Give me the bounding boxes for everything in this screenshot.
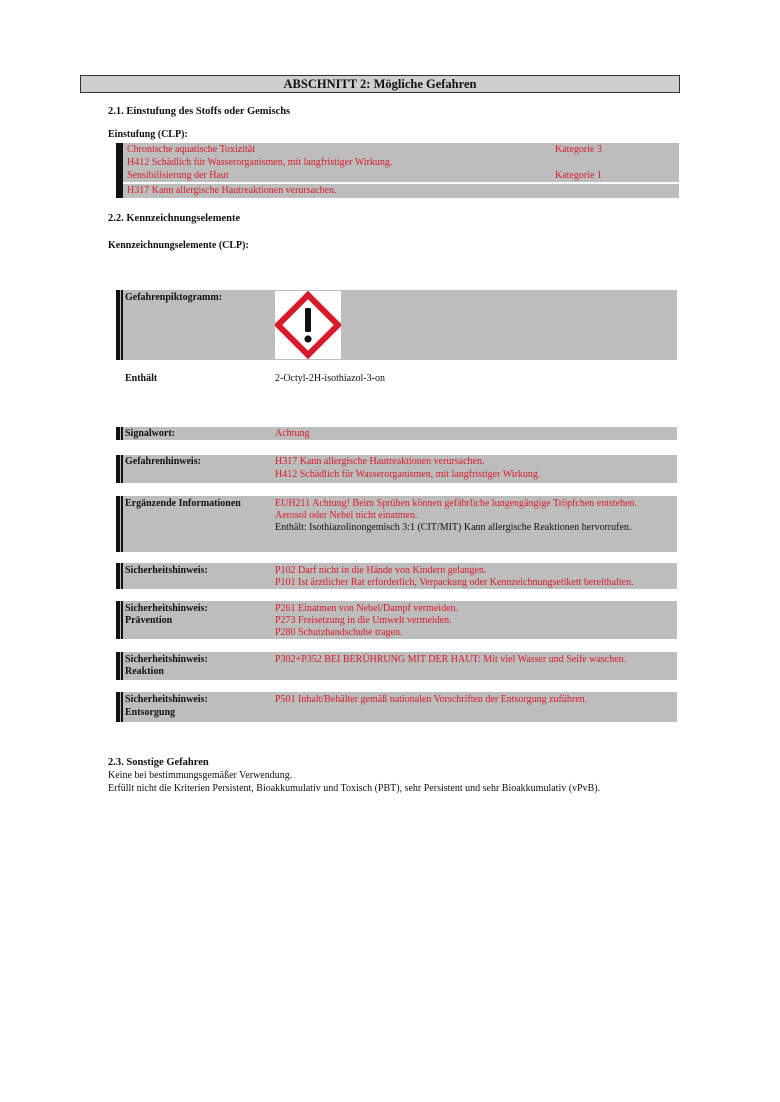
classification-row-3: Sensibilisierung der Haut [127, 170, 229, 181]
classification-bar [116, 143, 123, 198]
precaution-prevention-line-3: P280 Schutzhandschuhe tragen. [275, 627, 403, 638]
hazard-bar [116, 455, 120, 483]
precaution-reaction-label: Sicherheitshinweis: [125, 654, 208, 665]
other-hazards-line-2: Erfüllt nicht die Kriterien Persistent, Bioakkumulativ und Toxisch (PBT), sehr Persistent und sehr Bioakkumulativ (vPvB). [108, 783, 601, 794]
precaution-prevention-bar [116, 601, 120, 639]
signal-block [116, 427, 677, 440]
precaution-reaction-bar-thin [121, 652, 123, 680]
precaution-disposal-line: P501 Inhalt/Behälter gemäß nationalen Vorschriften der Entsorgung zuführen. [275, 694, 588, 705]
precaution-general-line-2: P101 Ist ärztlicher Rat erforderlich, Verpackung oder Kennzeichnungsetikett bereithalten. [275, 577, 634, 588]
classification-divider [123, 182, 679, 184]
clp-labelling-label: Kennzeichnungselemente (CLP): [108, 240, 249, 251]
extra-info-bar [116, 496, 120, 552]
extra-info-line-1: EUH211 Achtung! Beim Sprühen können gefährliche lungengängige Tröpfchen entstehen. [275, 498, 638, 509]
precaution-general-line-1: P102 Darf nicht in die Hände von Kindern gelangen. [275, 565, 487, 576]
precaution-reaction-bar [116, 652, 120, 680]
hazard-label: Gefahrenhinweis: [125, 456, 201, 467]
classification-row-1-category: Kategorie 3 [555, 144, 602, 155]
signal-bar [116, 427, 120, 440]
section-title: ABSCHNITT 2: Mögliche Gefahren [80, 75, 680, 93]
clp-classification-label: Einstufung (CLP): [108, 129, 188, 140]
other-hazards-line-1: Keine bei bestimmungsgemäßer Verwendung. [108, 770, 293, 781]
heading-2-1: 2.1. Einstufung des Stoffs oder Gemischs [108, 106, 291, 117]
precaution-prevention-sublabel: Prävention [125, 615, 173, 626]
precaution-disposal-bar [116, 692, 120, 722]
precaution-prevention-line-1: P261 Einatmen von Nebel/Dampf vermeiden. [275, 603, 459, 614]
precaution-general-label: Sicherheitshinweis: [125, 565, 208, 576]
extra-info-label: Ergänzende Informationen [125, 498, 241, 509]
precaution-disposal-label: Sicherheitshinweis: [125, 694, 208, 705]
pictogram-label: Gefahrenpiktogramm: [125, 292, 223, 303]
classification-row-4: H317 Kann allergische Hautreaktionen verursachen. [127, 185, 337, 196]
classification-row-2: H412 Schädlich für Wasserorganismen, mit langfristiger Wirkung. [127, 157, 393, 168]
extra-info-bar-thin [121, 496, 123, 552]
precaution-prevention-bar-thin [121, 601, 123, 639]
pictogram-bar [116, 290, 120, 360]
precaution-reaction-sublabel: Reaktion [125, 666, 164, 677]
signal-label: Signalwort: [125, 428, 175, 439]
contains-label: Enthält [125, 373, 158, 384]
precaution-prevention-label: Sicherheitshinweis: [125, 603, 208, 614]
precaution-prevention-line-2: P273 Freisetzung in die Umwelt vermeiden. [275, 615, 452, 626]
precaution-disposal-bar-thin [121, 692, 123, 722]
exclamation-mark-pictogram-icon [275, 291, 341, 359]
extra-info-line-3: Enthält: Isothiazolinongemisch 3:1 (CIT/MIT) Kann allergische Reaktionen hervorrufen. [275, 522, 632, 533]
hazard-bar-thin [121, 455, 123, 483]
hazard-line-1: H317 Kann allergische Hautreaktionen verursachen. [275, 456, 485, 467]
classification-row-1: Chronische aquatische Toxizität [127, 144, 255, 155]
signal-value: Achtung [275, 428, 310, 439]
heading-2-2: 2.2. Kennzeichnungselemente [108, 213, 241, 224]
classification-row-3-category: Kategorie 1 [555, 170, 602, 181]
signal-bar-thin [121, 427, 123, 440]
precaution-general-bar-thin [121, 563, 123, 589]
precaution-reaction-line: P302+P352 BEI BERÜHRUNG MIT DER HAUT: Mit viel Wasser und Seife waschen. [275, 654, 627, 665]
heading-2-3: 2.3. Sonstige Gefahren [108, 757, 209, 768]
hazard-line-2: H412 Schädlich für Wasserorganismen, mit langfristiger Wirkung. [275, 469, 541, 480]
extra-info-line-2: Aerosol oder Nebel nicht einatmen. [275, 510, 418, 521]
pictogram-bar-thin [121, 290, 123, 360]
contains-value: 2-Octyl-2H-isothiazol-3-on [275, 373, 385, 384]
precaution-general-bar [116, 563, 120, 589]
precaution-disposal-sublabel: Entsorgung [125, 707, 176, 718]
